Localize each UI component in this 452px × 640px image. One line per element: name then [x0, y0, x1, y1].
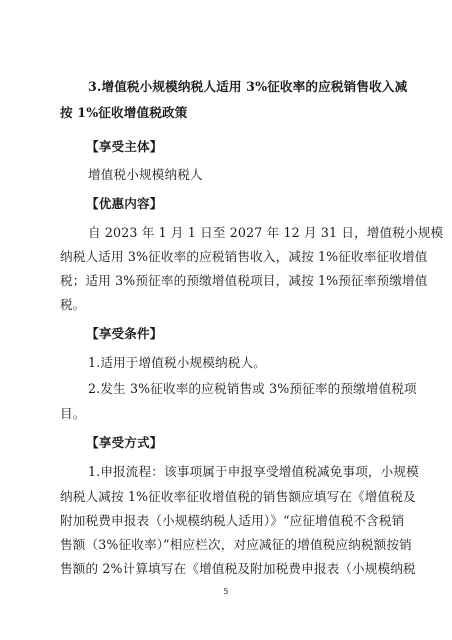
method-line-2: 纳税人减按 1%征收率征收增值税的销售额应填写在《增值税及 [60, 489, 416, 504]
subject-text: 增值税小规模纳税人 [88, 167, 203, 182]
heading-method: 【享受方式】 [86, 435, 163, 450]
method-line-1: 1.申报流程：该事项属于申报享受增值税减免事项，小规模 [88, 464, 419, 479]
method-line-3: 附加税费申报表（小规模纳税人适用）》“应征增值税不含税销 [60, 513, 405, 528]
method-line-5: 售额的 2%计算填写在《增值税及附加税费申报表（小规模纳税 [60, 561, 416, 576]
heading-subject: 【享受主体】 [86, 139, 163, 154]
method-line-4: 售额（3%征收率）”相应栏次，对应减征的增值税应纳税额按销 [60, 537, 412, 552]
heading-content: 【优惠内容】 [86, 196, 163, 211]
section-title-line-2: 按 1%征收增值税政策 [60, 105, 188, 120]
conditions-line-3: 目。 [60, 406, 86, 421]
content-line-1: 自 2023 年 1 月 1 日至 2027 年 12 月 31 日，增值税小规模 [88, 225, 444, 240]
page-number: 5 [223, 587, 229, 596]
conditions-line-1: 1.适用于增值税小规模纳税人。 [88, 355, 266, 370]
heading-conditions: 【享受条件】 [86, 326, 163, 341]
content-line-3: 税；适用 3%预征率的预缴增值税项目，减按 1%预征率预缴增值 [60, 273, 428, 288]
content-line-2: 纳税人适用 3%征收率的应税销售收入，减按 1%征收率征收增值 [60, 249, 428, 264]
section-title-line-1: 3.增值税小规模纳税人适用 3%征收率的应税销售收入减 [88, 79, 408, 94]
conditions-line-2: 2.发生 3%征收率的应税销售或 3%预征率的预缴增值税项 [88, 381, 417, 396]
content-line-4: 税。 [60, 297, 86, 312]
